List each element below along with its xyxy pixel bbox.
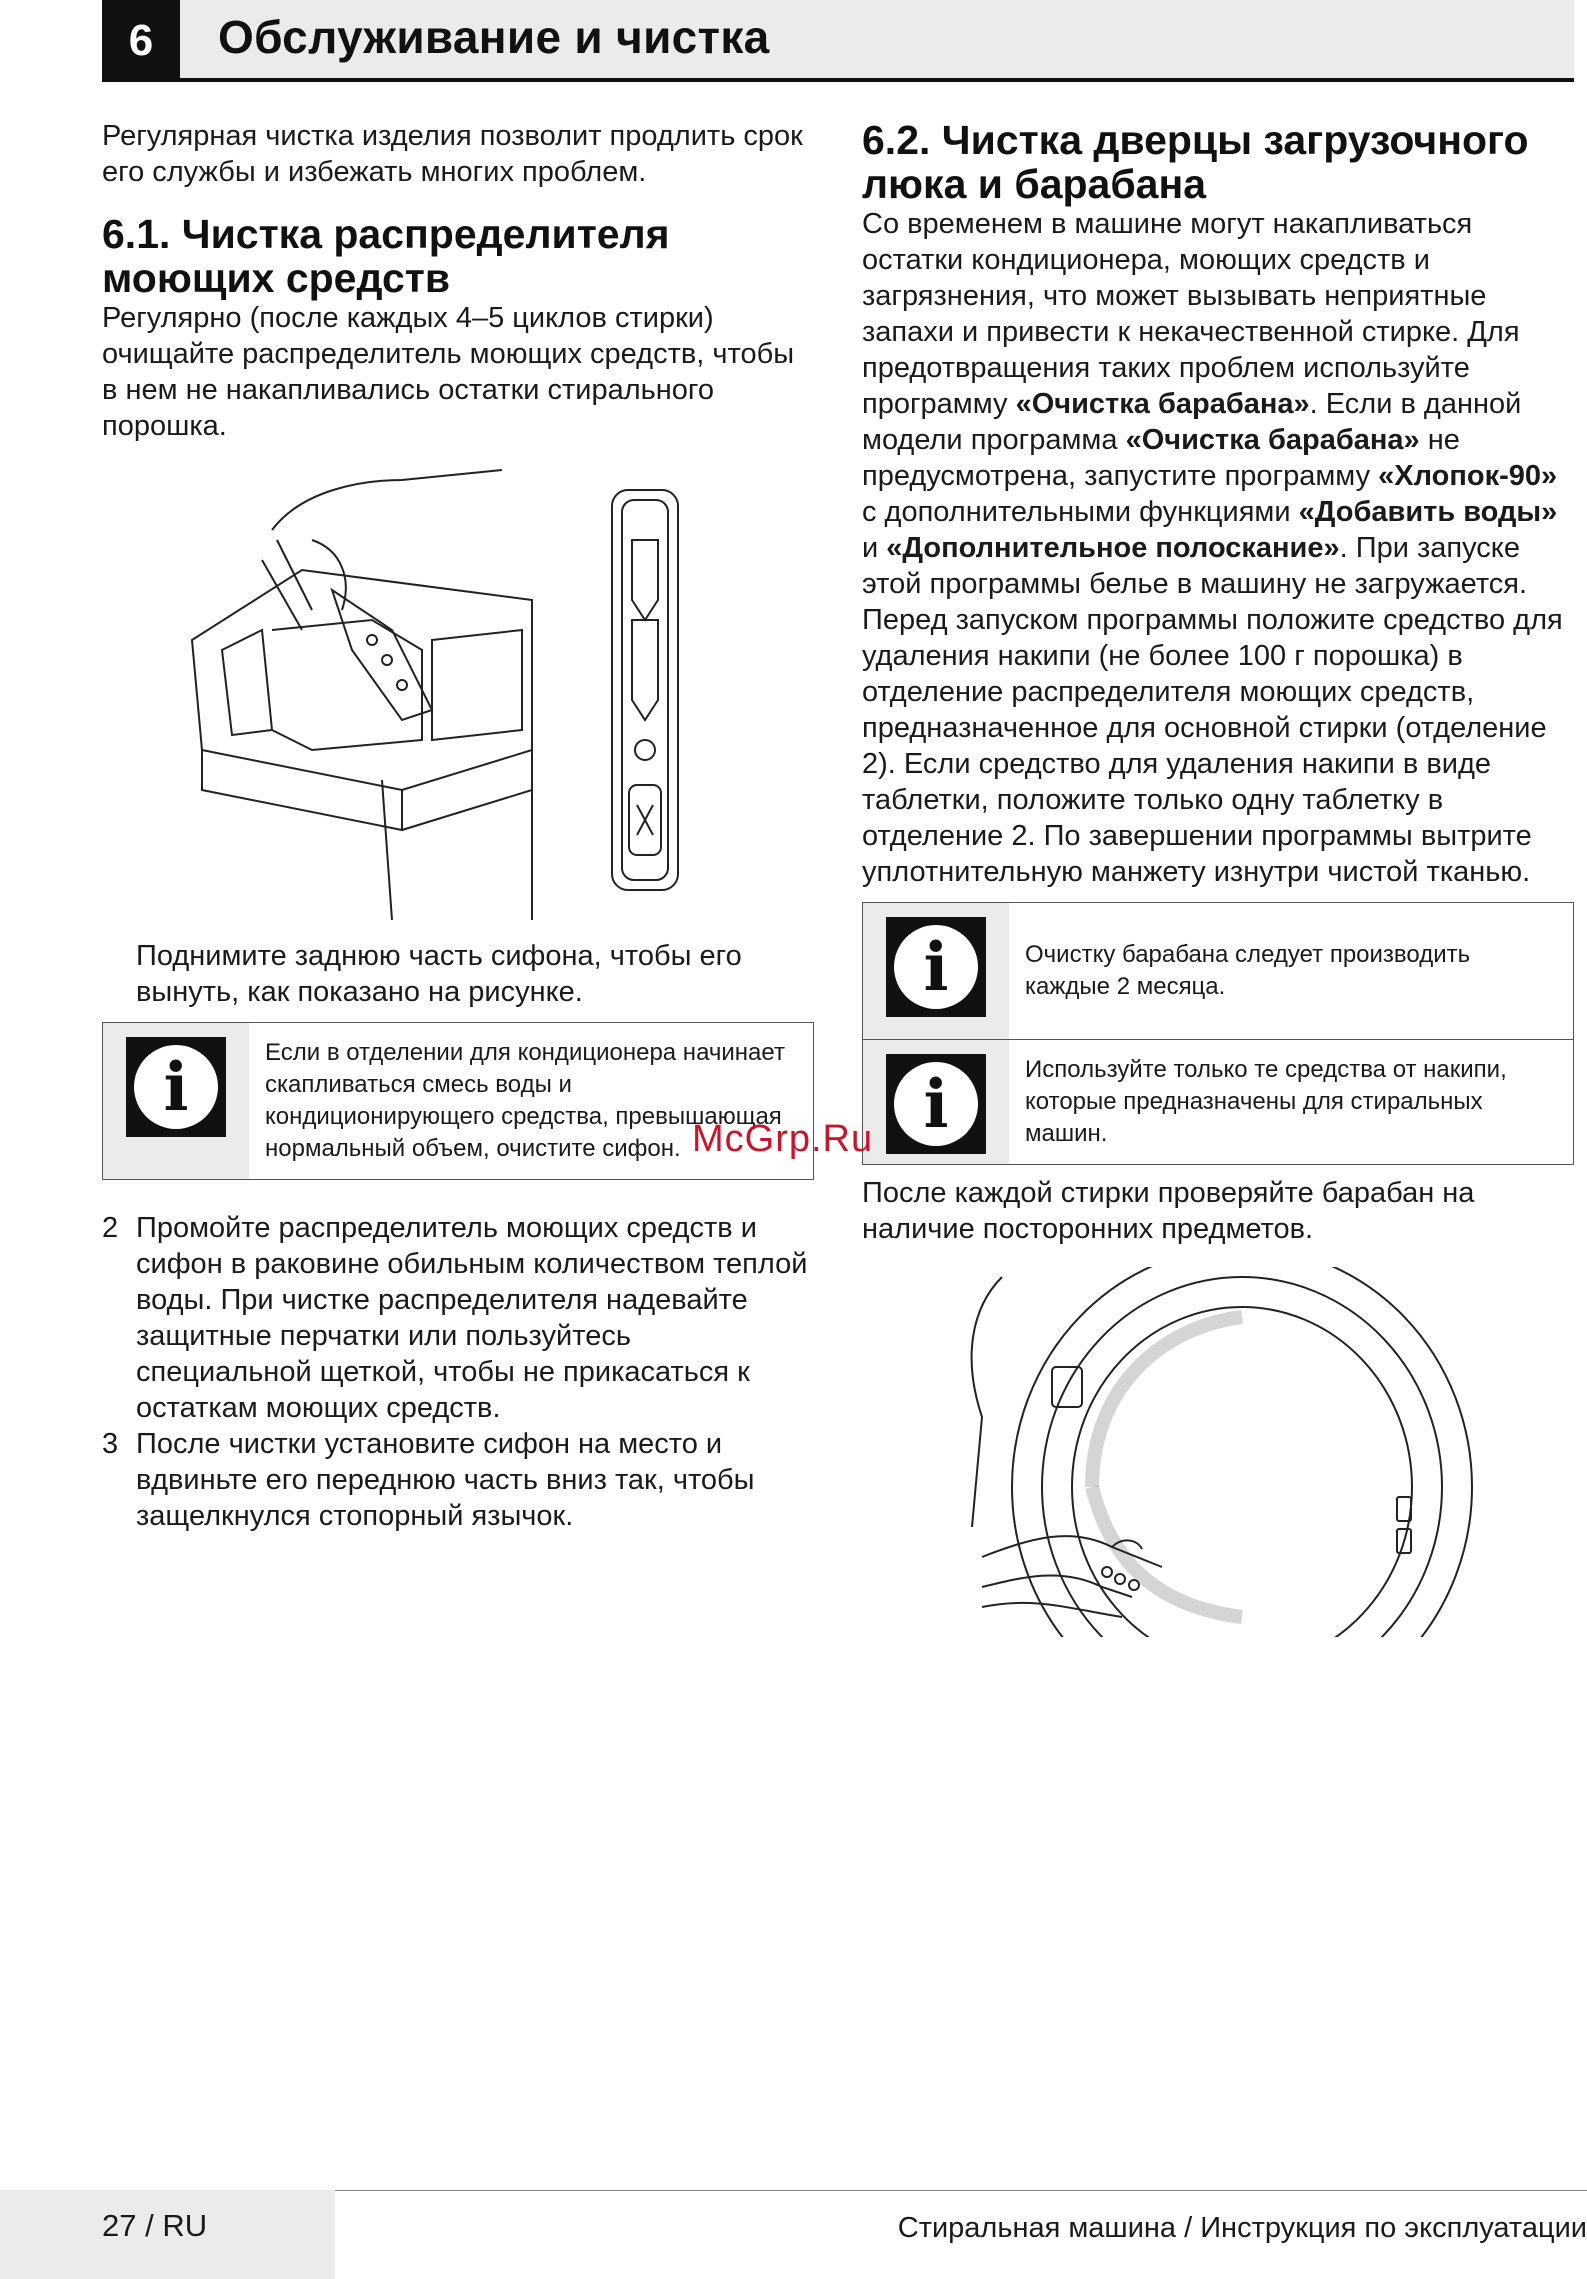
section-6-2-body: Со временем в машине могут накапливаться остатки кондиционера, моющих средств и загрязнения, что может вызывать неприятные запахи и привести к некачественной стирке. Для предотвращения таких проблем используйте программу «Очистка барабана». Если в данной модели программа «Очистка барабана» не предусмотрена, запустите программу «Хлопок-90» с дополнительными функциями «Добавить воды» и «Дополнительное полоскание». При запуске этой программы белье в машину не загружается. Перед запуском программы положите средство для удаления накипи (не более 100 г порошка) в отделение распределителя моющих средств, предназначенное для основной стирки (отделение 2). Если средство для удаления накипи в виде таблетки, положите только одну таблетку в отделение 2. По завершении программы вытрите уплотнительную манжету изнутри чистой тканью.	[862, 208, 1563, 888]
info-text-drum-1: Очистку барабана следует производить каждые 2 месяца.	[1025, 941, 1471, 1000]
info-icon-cell	[863, 903, 1009, 1039]
info-box-drum-1	[862, 902, 1574, 1040]
section-6-1-body: Регулярно (после каждых 4–5 циклов стирки) очищайте распределитель моющих средств, чтобы в нем не накапливались остатки стирального порошка.	[102, 302, 795, 442]
footer-page-number: 27 / RU	[102, 2208, 208, 2243]
info-icon: i	[126, 1037, 226, 1137]
section-6-2-title: 6.2. Чистка дверцы загрузочного люка и барабана	[862, 117, 1529, 207]
dispenser-illustration	[102, 450, 814, 920]
step-1-text: Поднимите заднюю часть сифона, чтобы его вынуть, как показано на рисунке.	[136, 940, 742, 1008]
left-column	[102, 118, 814, 1534]
step-2-text: Промойте распределитель моющих средств и сифон в раковине обильным количеством теплой воды. При чистке распределителя надевайте защитные перчатки или пользуйтесь специальной щеткой, чтобы не прикасаться к остаткам моющих средств.	[136, 1212, 808, 1424]
after-wash-text: После каждой стирки проверяйте барабан на наличие посторонних предметов.	[862, 1177, 1475, 1245]
info-icon-cell	[863, 1040, 1009, 1164]
info-box-drum-2	[862, 1040, 1574, 1165]
info-text-drum-2: Используйте только те средства от накипи, которые предназначены для стиральных машин.	[1025, 1056, 1507, 1147]
step-2	[102, 1210, 814, 1426]
drum-drawing	[862, 1267, 1574, 1637]
info-boxes-drum	[862, 902, 1574, 1165]
step-2-number: 2	[102, 1212, 119, 1244]
footer-line	[335, 2190, 1587, 2191]
steps-list	[102, 1210, 814, 1534]
info-icon: i	[886, 917, 986, 1017]
section-6-1-title: 6.1. Чистка распределителя моющих средств	[102, 211, 670, 301]
step-1	[102, 938, 814, 1010]
step-3-number: 3	[102, 1428, 119, 1460]
chapter-title: Обслуживание и чистка	[218, 11, 770, 63]
intro-paragraph: Регулярная чистка изделия позволит продлить срок его службы и избежать многих проблем.	[102, 120, 803, 188]
step-3-text: После чистки установите сифон на место и вдвиньте его переднюю часть вниз так, чтобы защелкнулся стопорный язычок.	[136, 1428, 755, 1532]
chapter-number: 6	[102, 0, 180, 82]
right-column	[862, 118, 1574, 1637]
footer-title: Стиральная машина / Инструкция по эксплуатации	[897, 2212, 1587, 2244]
watermark: McGrp.Ru	[692, 1118, 874, 1160]
info-text-siphon: Если в отделении для кондиционера начинает скапливаться смесь воды и кондиционирующего средства, превышающая нормальный объем, очистите сифон.	[265, 1039, 785, 1162]
dispenser-drawing	[102, 450, 814, 920]
step-3	[102, 1426, 814, 1534]
info-icon: i	[886, 1054, 986, 1154]
info-icon-cell	[103, 1023, 249, 1179]
drum-illustration	[862, 1267, 1574, 1637]
step-1-number	[102, 938, 136, 1010]
